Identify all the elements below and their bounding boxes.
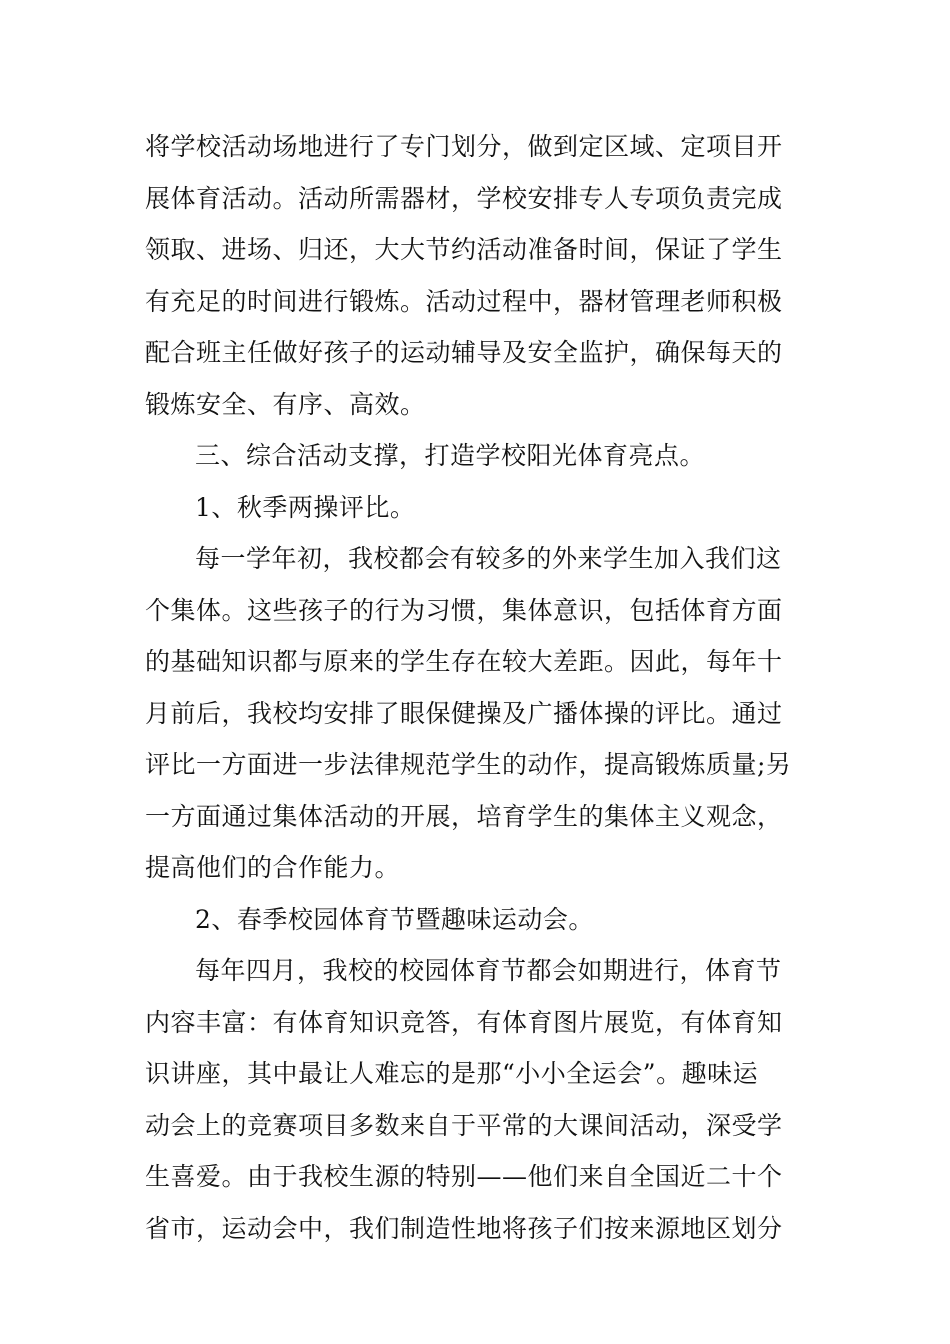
text-line: 展体育活动。活动所需器材，学校安排专人专项负责完成 — [145, 183, 783, 213]
text-line: 将学校活动场地进行了专门划分，做到定区域、定项目开 — [145, 132, 783, 161]
text-line: 一方面通过集体活动的开展，培育学生的集体主义观念， — [145, 801, 783, 831]
text-line: 每年四月，我校的校园体育节都会如期进行，体育节 — [195, 956, 782, 985]
text-line: 识讲座，其中最让人难忘的是那“小小全运会”。趣味运 — [145, 1059, 759, 1088]
section-heading: 三、综合活动支撑，打造学校阳光体育亮点。 — [195, 441, 706, 470]
text-line: 有充足的时间进行锻炼。活动过程中，器材管理老师积极 — [145, 286, 783, 316]
text-line: 提高他们的合作能力。 — [145, 853, 401, 882]
body-text — [145, 121, 810, 1254]
subsection-heading: 2、春季校园体育节暨趣味运动会。 — [195, 904, 594, 934]
text-line: 月前后，我校均安排了眼保健操及广播体操的评比。通过 — [145, 698, 783, 728]
text-line: 领取、进场、归还，大大节约活动准备时间，保证了学生 — [145, 235, 783, 264]
text-line: 省市，运动会中，我们制造性地将孩子们按来源地区划分 — [145, 1213, 783, 1243]
text-line: 每一学年初，我校都会有较多的外来学生加入我们这 — [195, 544, 782, 573]
text-line: 个集体。这些孩子的行为习惯，集体意识，包括体育方面 — [145, 595, 783, 625]
text-line: 配合班主任做好孩子的运动辅导及安全监护，确保每天的 — [145, 338, 783, 367]
text-line: 的基础知识都与原来的学生存在较大差距。因此，每年十 — [145, 647, 783, 676]
text-line: 动会上的竞赛项目多数来自于平常的大课间活动，深受学 — [145, 1110, 783, 1140]
text-line: 锻炼安全、有序、高效。 — [145, 389, 426, 419]
text-line: 内容丰富：有体育知识竞答，有体育图片展览，有体育知 — [145, 1007, 783, 1037]
text-line: 评比一方面进一步法律规范学生的动作，提高锻炼质量;另 — [145, 750, 792, 779]
text-line: 生喜爱。由于我校生源的特别——他们来自全国近二十个 — [145, 1162, 783, 1191]
subsection-heading: 1、秋季两操评比。 — [195, 492, 416, 522]
